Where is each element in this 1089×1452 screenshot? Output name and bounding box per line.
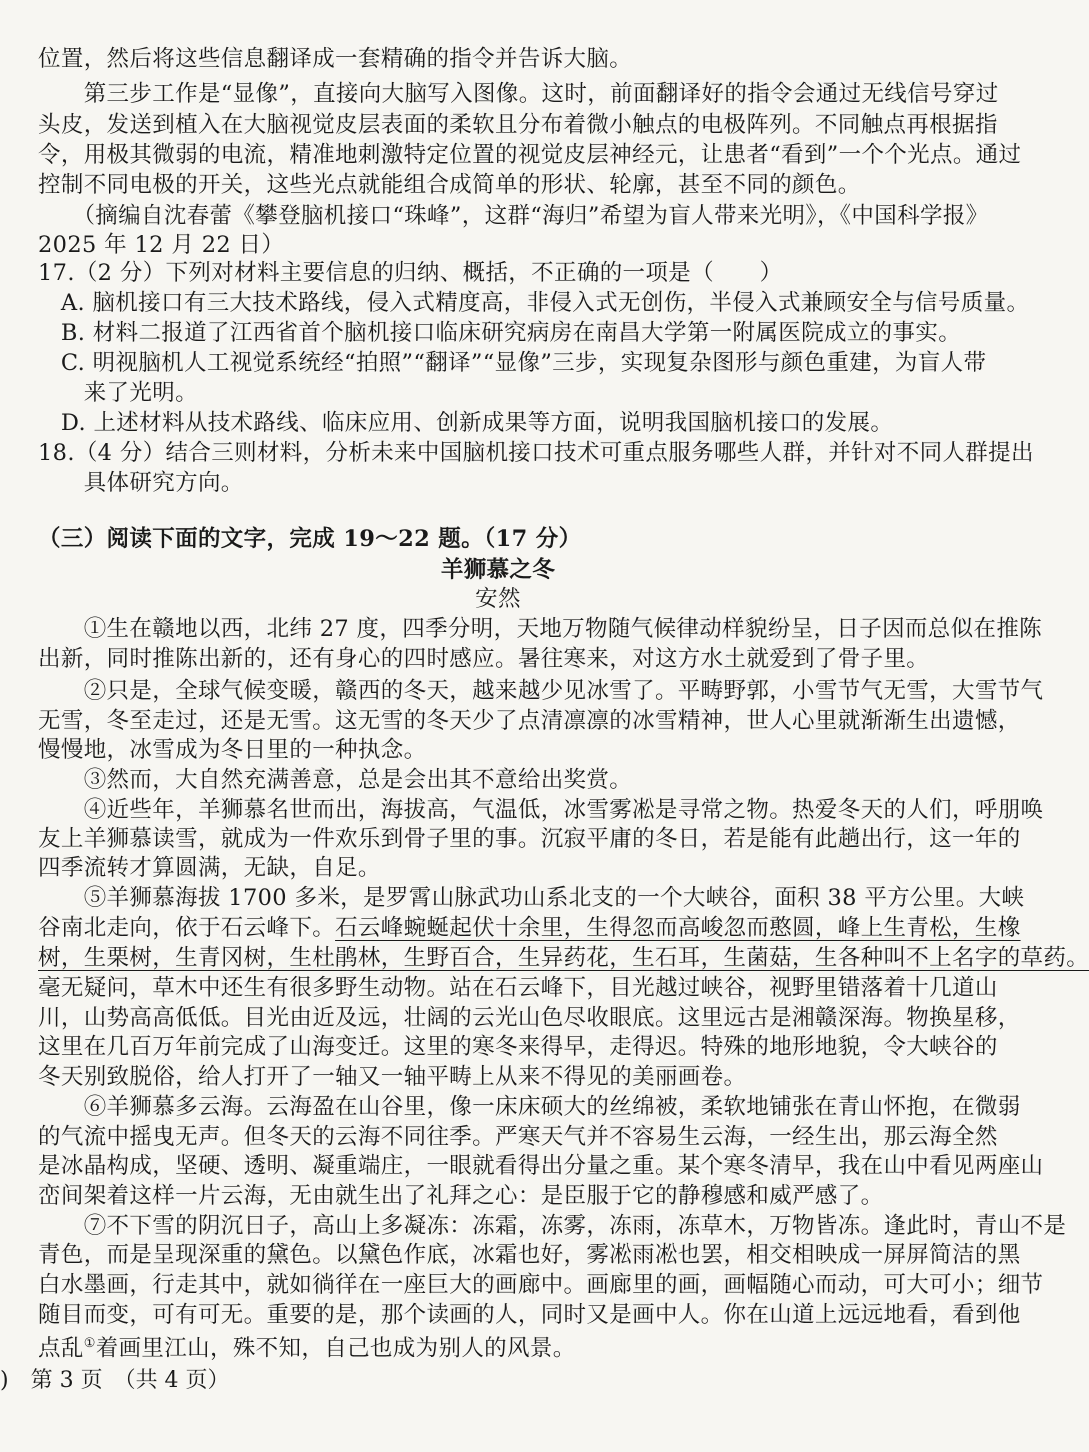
paragraph-line: 四季流转才算圆满，无缺，自足。 [38,855,381,881]
paragraph-line: ③然而，大自然充满善意，总是会出其不意给出奖赏。 [38,767,633,793]
paragraph-line: 随目而变，可有可无。重要的是，那个读画的人，同时又是画中人。你在山道上远远地看，看到他 [38,1302,1021,1328]
question-18-cont: 具体研究方向。 [38,470,244,496]
plain-text: 着画里江山，殊不知，自己也成为别人的风景。 [95,1335,576,1362]
paragraph-line: 峦间架着这样一片云海，无由就生出了礼拜之心：是臣服于它的静穆感和威严感了。 [38,1183,884,1209]
text-line: 位置，然后将这些信息翻译成一套精确的指令并告诉大脑。 [38,46,633,72]
text-line: 令，用极其微弱的电流，精准地刺激特定位置的视觉皮层神经元，让患者“看到”一个个光点。通过 [38,142,1022,168]
paragraph-line: 友上羊狮慕读雪，就成为一件欢乐到骨子里的事。沉寂平庸的冬日，若是能有此趟出行，这一年的 [38,826,1021,852]
paragraph-line: 是冰晶构成，坚硬、透明、凝重端庄，一眼就看得出分量之重。某个寒冬清早，我在山中看见两座山 [38,1153,1044,1179]
option-d: D. 上述材料从技术路线、临床应用、创新成果等方面，说明我国脑机接口的发展。 [38,410,894,436]
underlined-sentence: 石云峰蜿蜒起伏十余里，生得忽而高峻忽而憨圆，峰上生青松，生橡 [335,915,1021,941]
option-a: A. 脑机接口有三大技术路线，侵入式精度高，非侵入式无创伤，半侵入式兼顾安全与信号质量。 [38,290,1030,316]
article-title: 羊狮慕之冬 [440,557,556,583]
paragraph-line: 冬天别致脱俗，给人打开了一轴又一轴平畴上从来不得见的美丽画卷。 [38,1064,747,1090]
paragraph-line: ④近些年，羊狮慕名世而出，海拔高，气温低，冰雪雾凇是寻常之物。热爱冬天的人们，呼朋唤 [38,797,1044,823]
paragraph-line: 青色，而是呈现深重的黛色。以黛色作底，冰霜也好，雾凇雨凇也罢，相交相映成一屏屏简洁的黑 [38,1242,1021,1268]
text-line: 控制不同电极的开关，这些光点就能组合成简单的形状、轮廓，甚至不同的颜色。 [38,172,861,198]
paragraph-line: ⑥羊狮慕多云海。云海盈在山谷里，像一床床硕大的丝绵被，柔软地铺张在青山怀抱，在微弱 [38,1094,1021,1120]
text-line: 第三步工作是“显像”，直接向大脑写入图像。这时，前面翻译好的指令会通过无线信号穿过 [38,81,999,107]
footnote-marker: ① [83,1336,96,1351]
option-b: B. 材料二报道了江西省首个脑机接口临床研究病房在南昌大学第一附属医院成立的事实。 [38,320,962,346]
paragraph-line: ①生在赣地以西，北纬 27 度，四季分明，天地万物随气候律动样貌纷呈，日子因而总似在推陈 [38,616,1043,642]
source-citation: （摘编自沈春蕾《攀登脑机接口“珠峰”，这群“海归”希望为盲人带来光明》，《中国科学报》 [38,203,989,229]
option-c: C. 明视脑机人工视觉系统经“拍照”“翻译”“显像”三步，实现复杂图形与颜色重建，为盲人带 [38,350,987,376]
question-18: 18.（4 分）结合三则材料，分析未来中国脑机接口技术可重点服务哪些人群，并针对不同人群提出 [38,440,1034,466]
option-c-cont: 来了光明。 [38,380,198,406]
plain-text: 谷南北走向，依于石云峰下。 [38,915,336,941]
paragraph-line: 这里在几百万年前完成了山海变迁。这里的寒冬来得早，走得迟。特殊的地形地貌，令大峡谷的 [38,1034,998,1060]
section-heading: （三）阅读下面的文字，完成 19～22 题。（17 分） [38,526,582,552]
text-line: 头皮，发送到植入在大脑视觉皮层表面的柔软且分布着微小触点的电极阵列。不同触点再根据指 [38,112,998,138]
paragraph-line: 慢慢地，冰雪成为冬日里的一种执念。 [38,737,427,763]
paragraph-line: 白水墨画，行走其中，就如徜徉在一座巨大的画廊中。画廊里的画，画幅随心而动，可大可小；细节 [38,1272,1044,1298]
plain-text: 点乱 [38,1335,84,1362]
source-citation-date: 2025 年 12 月 22 日） [38,232,285,258]
paragraph-line [38,1329,963,1362]
paragraph-line: ⑦不下雪的阴沉日子，高山上多凝冻：冻霜，冻雾，冻雨，冻草木，万物皆冻。逢此时，青山不是 [38,1213,1067,1239]
paragraph-line [38,913,1021,943]
page-footer: ) 第 3 页 （共 4 页） [0,1368,230,1393]
paragraph-line: 出新，同时推陈出新的，还有身心的四时感应。暑往寒来，对这方水土就爱到了骨子里。 [38,646,930,672]
article-author: 安然 [475,586,521,612]
question-17: 17.（2 分）下列对材料主要信息的归纳、概括，不正确的一项是（ ） [38,260,783,286]
paragraph-line: 川，山势高高低低。目光由近及远，壮阔的云光山色尽收眼底。这里远古是湘赣深海。物换星移， [38,1005,1021,1031]
paragraph-line: 毫无疑问，草木中还生有很多野生动物。站在石云峰下，目光越过峡谷，视野里错落着十几道山 [38,975,998,1001]
underlined-sentence: 树，生栗树，生青冈树，生杜鹃林，生野百合，生异药花，生石耳，生菌菇，生各种叫不上名字的草药。 [38,945,1089,971]
paragraph-line: ⑤羊狮慕海拔 1700 多米，是罗霄山脉武功山系北支的一个大峡谷，面积 38 平方公里。大峡 [38,885,1025,911]
paragraph-line: 无雪，冬至走过，还是无雪。这无雪的冬天少了点清凛凛的冰雪精神，世人心里就渐渐生出遗憾， [38,708,1021,734]
paragraph-line: ②只是，全球气候变暖，赣西的冬天，越来越少见冰雪了。平畴野郭，小雪节气无雪，大雪节气 [38,678,1044,704]
paragraph-line: 的气流中摇曳无声。但冬天的云海不同往季。严寒天气并不容易生云海，一经生出，那云海全然 [38,1124,998,1150]
